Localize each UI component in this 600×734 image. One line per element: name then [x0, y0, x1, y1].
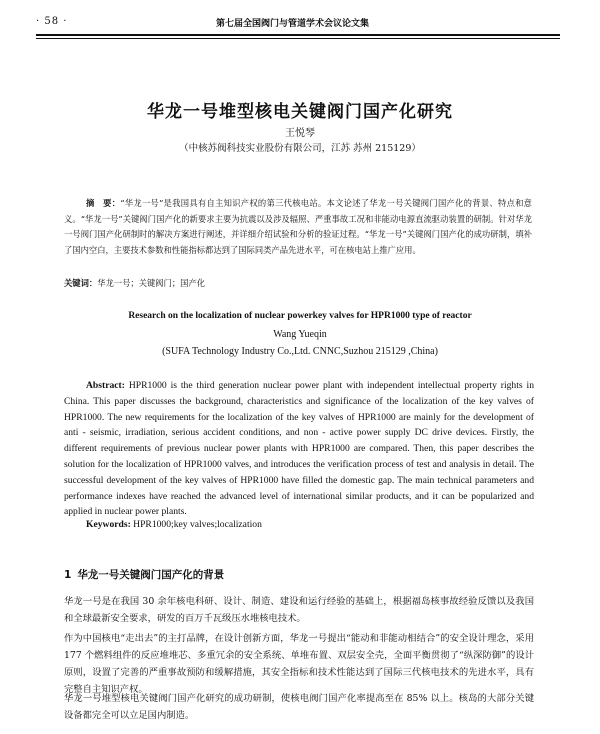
paper-title-en: Research on the localization of nuclear powerkey valves for HPR1000 type of reactor — [128, 311, 472, 321]
paper-title-zh: 华龙一号堆型核电关键阀门国产化研究 — [147, 102, 453, 122]
author-zh: 王悦琴 — [285, 128, 315, 139]
body-paragraph: 华龙一号堆型核电关键阀门国产化研究的成功研制，使核电阀门国产化率提高至在 85% 以上。核岛的大部分关键设备都完全可以立足国内制造。 — [64, 693, 534, 721]
abstract-label-en: Abstract: — [86, 380, 125, 391]
body-paragraph: 作为中国核电“走出去”的主打品牌，在设计创新方面，华龙一号提出“能动和非能动相结合”的安全设计理念，采用 177 个燃料组件的反应堆堆芯、多重冗余的安全系统、单堆布置、双层安全壳，全面平衡贯彻了“纵深防御”的设计原则，设置了完善的严重事故预防和缓解措施，其安全指标和技术性能达到了国际三代核电技术的先进水平，具有完整自主知识产权。 — [64, 633, 534, 695]
running-header — [36, 14, 560, 34]
body-paragraph: 华龙一号是在我国 30 余年核电科研、设计、制造、建设和运行经验的基础上，根据福岛核事故经验反馈以及我国和全球最新安全要求，研发的百万千瓦级压水堆核电技术。 — [64, 596, 534, 624]
affiliation-zh: （中核苏阀科技实业股份有限公司，江苏 苏州 215129） — [179, 143, 421, 154]
keywords-zh — [64, 277, 205, 289]
header-rule — [36, 34, 560, 36]
keywords-text-en: HPR1000;key valves;localization — [133, 519, 262, 530]
abstract-text-zh: “华龙一号”是我国具有自主知识产权的第三代核电站。本文论述了华龙一号关键阀门国产化的背景、特点和意义。“华龙一号”关键阀门国产化的新要求主要为抗震以及涉及辐照、严重事故工况和非能动电源直流驱动装置的研制。针对华龙一号阀门国产化研制时的解决方案进行阐述，并详细介绍试验和分析的验证过程。“华龙一号”关键阀门国产化的成功研制，填补了国内空白，主要技术参数和性能指标都达到了国际同类产品先进水平，可在核电站上推广应用。 — [64, 198, 532, 255]
section-heading — [64, 567, 224, 582]
abstract-en — [64, 378, 534, 520]
keywords-text-zh: 华龙一号；关键阀门；国产化 — [97, 278, 206, 288]
abstract-label-zh: 摘 要： — [86, 198, 121, 208]
keywords-en — [86, 519, 262, 530]
keywords-label-en: Keywords: — [86, 519, 131, 530]
header-rule-thin — [36, 38, 560, 39]
author-en: Wang Yueqin — [273, 329, 327, 340]
keywords-label-zh: 关键词： — [64, 278, 98, 288]
abstract-zh — [64, 196, 532, 258]
affiliation-en: (SUFA Technology Industry Co.,Ltd. CNNC,Suzhou 215129 ,China) — [162, 346, 438, 357]
section-number: 1 — [64, 569, 72, 581]
abstract-text-en: HPR1000 is the third generation nuclear power plant with independent intellectual property rights in China. This paper discusses the background, characteristics and significance of the localization of the key valves of HPR1000. The new requirements for the localization of the key valves of HPR1000 are mainly for the development of anti - seismic, irradiation, serious accident conditions, and non - active power supply DC drive devices. Firstly, the different requirements of previous nuclear power plants with HPR1000 are compared. Then, this paper describes the solution for the localization of HPR1000 valves, and introduces the verification process of test and analysis in detail. The successful development of the key valves of HPR1000 have filled the domestic gap. The main technical parameters and performance indexes have reached the advanced level of international similar products, and it can be popularized and applied in nuclear power plants. — [64, 380, 534, 518]
section-title: 华龙一号关键阀门国产化的背景 — [77, 569, 225, 581]
journal-title: 第七届全国阀门与管道学术会议论文集 — [216, 19, 370, 29]
page-number: · 58 · — [36, 16, 68, 27]
